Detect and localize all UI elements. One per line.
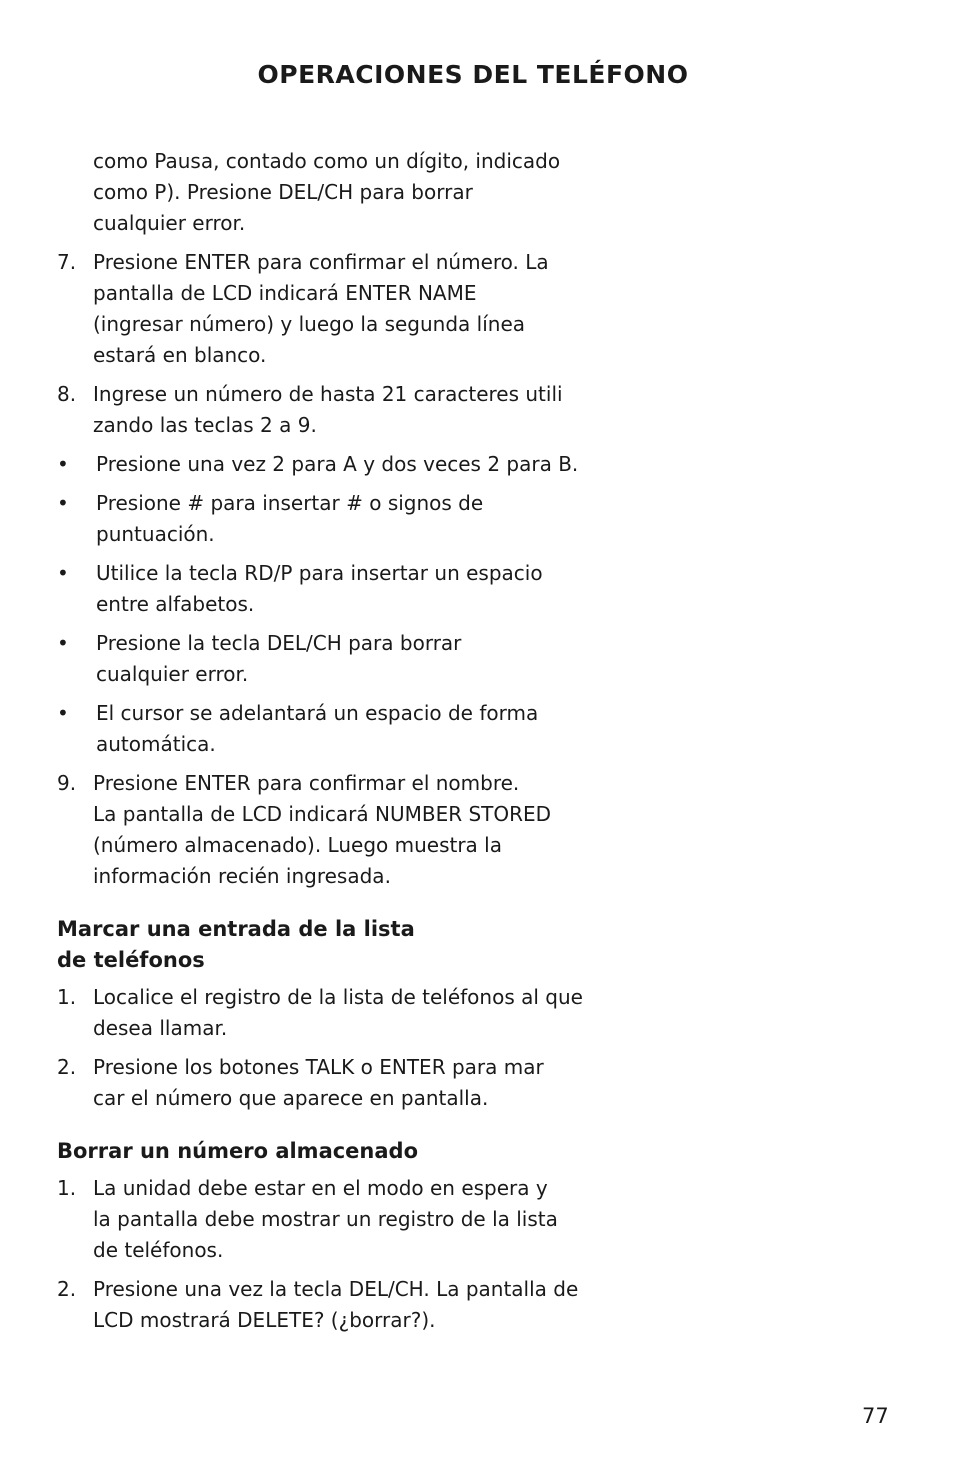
text-line: zando las teclas 2 a 9. bbox=[93, 413, 317, 437]
text-line: LCD mostrará DELETE? (¿borrar?). bbox=[93, 1308, 436, 1332]
text-line: Presione una vez 2 para A y dos veces 2 para B. bbox=[96, 452, 579, 476]
list-item-delete-1 bbox=[57, 1173, 587, 1266]
section-heading-delete: Borrar un número almacenado bbox=[57, 1139, 419, 1163]
text-line: entre alfabetos. bbox=[96, 592, 255, 616]
text-line: Presione la tecla DEL/CH para borrar bbox=[96, 631, 462, 655]
bullet-item bbox=[57, 628, 587, 690]
text-line: automática. bbox=[96, 732, 216, 756]
page-title: OPERACIONES DEL TELÉFONO bbox=[257, 60, 689, 89]
list-number: 1. bbox=[57, 985, 77, 1009]
heading-line: Marcar una entrada de la lista bbox=[57, 917, 415, 941]
list-number: 2. bbox=[57, 1055, 77, 1079]
bullet-marker: • bbox=[57, 701, 69, 725]
bullet-marker: • bbox=[57, 561, 69, 585]
list-item-step-9 bbox=[57, 768, 587, 892]
list-item-dial-1 bbox=[57, 982, 587, 1044]
section-heading-dial bbox=[57, 914, 587, 976]
page-content bbox=[57, 146, 587, 1344]
text-line: car el número que aparece en pantalla. bbox=[93, 1086, 489, 1110]
bullet-item bbox=[57, 488, 587, 550]
list-item-dial-2 bbox=[57, 1052, 587, 1114]
text-line: La pantalla de LCD indicará NUMBER STORED bbox=[93, 802, 552, 826]
text-line: El cursor se adelantará un espacio de forma bbox=[96, 701, 539, 725]
text-line: estará en blanco. bbox=[93, 343, 267, 367]
list-number: 1. bbox=[57, 1176, 77, 1200]
text-line: (número almacenado). Luego muestra la bbox=[93, 833, 502, 857]
list-number: 9. bbox=[57, 771, 77, 795]
text-line: la pantalla debe mostrar un registro de la lista bbox=[93, 1207, 558, 1231]
text-line: Presione los botones TALK o ENTER para mar bbox=[93, 1055, 544, 1079]
list-item-step-8 bbox=[57, 379, 587, 441]
text-line: La unidad debe estar en el modo en espera y bbox=[93, 1176, 548, 1200]
bullet-item bbox=[57, 698, 587, 760]
text-line: pantalla de LCD indicará ENTER NAME bbox=[93, 281, 477, 305]
bullet-marker: • bbox=[57, 491, 69, 515]
list-item-step-7 bbox=[57, 247, 587, 371]
text-line: Presione ENTER para confirmar el nombre. bbox=[93, 771, 520, 795]
text-line: información recién ingresada. bbox=[93, 864, 391, 888]
intro-paragraph bbox=[57, 146, 587, 239]
text-line: (ingresar número) y luego la segunda línea bbox=[93, 312, 526, 336]
bullet-marker: • bbox=[57, 631, 69, 655]
text-line: cualquier error. bbox=[96, 662, 249, 686]
heading-line: de teléfonos bbox=[57, 948, 205, 972]
text-line: Presione ENTER para confirmar el número. La bbox=[93, 250, 549, 274]
text-line: Utilice la tecla RD/P para insertar un espacio bbox=[96, 561, 543, 585]
list-number: 7. bbox=[57, 250, 77, 274]
text-line: Presione # para insertar # o signos de bbox=[96, 491, 484, 515]
list-number: 8. bbox=[57, 382, 77, 406]
bullet-item bbox=[57, 558, 587, 620]
text-line: cualquier error. bbox=[93, 211, 246, 235]
text-line: de teléfonos. bbox=[93, 1238, 224, 1262]
bullet-item bbox=[57, 449, 587, 480]
list-item-delete-2 bbox=[57, 1274, 587, 1336]
bullet-marker: • bbox=[57, 452, 69, 476]
text-line: Ingrese un número de hasta 21 caracteres utili bbox=[93, 382, 563, 406]
list-number: 2. bbox=[57, 1277, 77, 1301]
text-line: como P). Presione DEL/CH para borrar bbox=[93, 180, 473, 204]
text-line: Presione una vez la tecla DEL/CH. La pantalla de bbox=[93, 1277, 579, 1301]
text-line: Localice el registro de la lista de teléfonos al que bbox=[93, 985, 583, 1009]
text-line: como Pausa, contado como un dígito, indicado bbox=[93, 149, 561, 173]
text-line: puntuación. bbox=[96, 522, 215, 546]
text-line: desea llamar. bbox=[93, 1016, 228, 1040]
page-number: 77 bbox=[862, 1404, 889, 1428]
